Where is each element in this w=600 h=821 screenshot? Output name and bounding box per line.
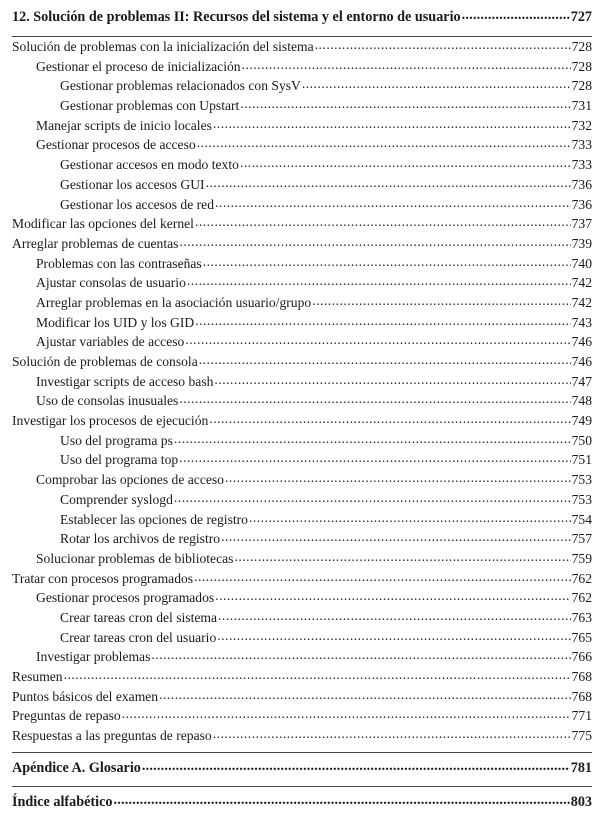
dot-leader	[249, 508, 571, 528]
toc-entry-title: Gestionar el proceso de inicialización	[36, 58, 241, 74]
dot-leader	[217, 626, 570, 646]
chapter-title: 12. Solución de problemas II: Recursos del sistema y el entorno de usuario	[12, 9, 461, 25]
index-divider	[12, 786, 592, 787]
dot-leader	[122, 704, 571, 724]
dot-leader	[195, 212, 571, 232]
toc-entry-page: 749	[571, 413, 592, 429]
toc-entry-title: Gestionar los accesos de red	[60, 196, 215, 212]
dot-leader	[179, 389, 570, 409]
top-divider	[12, 36, 592, 37]
index-title: Índice alfabético	[12, 794, 113, 810]
toc-entry-page: 736	[571, 196, 592, 212]
appendix-title: Apéndice A. Glosario	[12, 760, 141, 776]
dot-leader	[206, 173, 571, 193]
dot-leader	[214, 370, 570, 390]
toc-entry-page: 739	[571, 235, 592, 251]
toc-entry-title: Modificar los UID y los GID	[36, 314, 195, 330]
toc-entry-title: Rotar los archivos de registro	[60, 531, 221, 547]
dot-leader	[187, 271, 571, 291]
toc-entry-title: Investigar los procesos de ejecución	[12, 413, 209, 429]
toc-entry-page: 740	[571, 255, 592, 271]
toc-entry-title: Solución de problemas con la inicialización del sistema	[12, 39, 314, 54]
dot-leader	[113, 791, 569, 811]
toc-entry-title: Ajustar variables de acceso	[36, 334, 185, 350]
toc-entry-page: 748	[571, 393, 592, 409]
dot-leader	[302, 74, 571, 94]
toc-entry-title: Modificar las opciones del kernel	[12, 216, 194, 232]
toc-entry-title: Respuestas a las preguntas de repaso	[12, 728, 212, 744]
dot-leader	[209, 409, 570, 429]
toc-entry-title: Solución de problemas de consola	[12, 354, 198, 369]
toc-entry-page: 762	[571, 590, 592, 606]
dot-leader	[185, 330, 570, 350]
toc-entry-page: 742	[571, 275, 592, 291]
toc-entry-page: 736	[571, 176, 592, 192]
toc-entry-title: Crear tareas cron del sistema	[60, 609, 218, 625]
toc-entry-page: 753	[571, 491, 592, 507]
toc-entry-page: 763	[571, 609, 592, 625]
dot-leader	[234, 547, 570, 567]
toc-entry-page: 750	[571, 432, 592, 448]
toc-entry-title: Uso del programa top	[60, 452, 179, 468]
toc-entry-page: 728	[571, 39, 592, 54]
toc-entry-title: Manejar scripts de inicio locales	[36, 117, 212, 133]
toc-entry-title: Gestionar problemas relacionados con SysV	[60, 78, 301, 94]
toc-entry-title: Establecer las opciones de registro	[60, 511, 248, 527]
dot-leader	[225, 468, 571, 488]
dot-leader	[142, 757, 570, 777]
dot-leader	[151, 645, 570, 665]
entries-list	[12, 37, 592, 746]
toc-entry-title: Tratar con procesos programados	[12, 570, 194, 586]
toc-entry-page: 747	[571, 373, 592, 389]
toc-entry-page: 765	[571, 629, 592, 645]
toc-entry-title: Solucionar problemas de bibliotecas	[36, 550, 234, 566]
toc-entry-title: Uso del programa ps	[60, 432, 173, 448]
toc-entry-title: Gestionar los accesos GUI	[60, 176, 205, 192]
dot-leader	[174, 429, 571, 449]
dot-leader	[174, 488, 571, 508]
toc-entry-page: 731	[571, 98, 592, 114]
toc-entry-page: 728	[571, 78, 592, 94]
toc-entry-title: Gestionar problemas con Upstart	[60, 98, 240, 114]
dot-leader	[194, 567, 571, 587]
toc-entry-page: 743	[571, 314, 592, 330]
dot-leader	[64, 665, 571, 685]
toc-entry-title: Ajustar consolas de usuario	[36, 275, 186, 291]
index-page: 803	[570, 794, 592, 810]
dot-leader	[179, 232, 570, 252]
chapter-heading[interactable]	[12, 8, 592, 28]
dot-leader	[215, 586, 570, 606]
toc-entry-page: 753	[571, 472, 592, 488]
toc-entry-title: Comprobar las opciones de acceso	[36, 472, 224, 488]
toc-entry-title: Problemas con las contraseñas	[36, 255, 202, 271]
toc-entry-page: 751	[571, 452, 592, 468]
dot-leader	[462, 6, 570, 26]
toc-entry-page: 742	[571, 294, 592, 310]
dot-leader	[240, 153, 571, 173]
index-heading[interactable]	[12, 793, 592, 813]
toc-entry-page: 733	[571, 137, 592, 153]
appendix-heading[interactable]	[12, 759, 592, 779]
dot-leader	[312, 291, 570, 311]
dot-leader	[218, 606, 571, 626]
toc-entry-title: Crear tareas cron del usuario	[60, 629, 217, 645]
toc-entry-page: 733	[571, 157, 592, 173]
toc-entry-page: 775	[571, 728, 592, 744]
dot-leader	[203, 252, 571, 272]
toc-entry-title: Gestionar accesos en modo texto	[60, 157, 239, 173]
dot-leader	[199, 350, 571, 370]
toc-entry-title: Preguntas de repaso	[12, 708, 121, 724]
toc-entry-page: 754	[571, 511, 592, 527]
toc-entry-page: 746	[571, 334, 592, 350]
toc-entry-page: 759	[571, 550, 592, 566]
toc-entry-title: Comprender syslogd	[60, 491, 173, 507]
dot-leader	[213, 114, 571, 134]
dot-leader	[195, 311, 570, 331]
toc-entry-page: 771	[571, 708, 592, 724]
dot-leader	[215, 193, 571, 213]
toc-entry-page: 732	[571, 117, 592, 133]
toc-entry-page: 737	[571, 216, 592, 232]
dot-leader	[315, 35, 571, 55]
dot-leader	[179, 448, 570, 468]
toc-entry-title: Gestionar procesos de acceso	[36, 137, 196, 153]
dot-leader	[242, 55, 571, 75]
dot-leader	[159, 685, 571, 705]
toc-entry-title: Gestionar procesos programados	[36, 590, 215, 606]
dot-leader	[197, 133, 571, 153]
toc-entry-page: 768	[571, 688, 592, 704]
toc-entry-page: 746	[571, 354, 592, 369]
toc-entry-page: 757	[571, 531, 592, 547]
toc-entry-title: Arreglar problemas de cuentas	[12, 235, 179, 251]
toc-entry-title: Puntos básicos del examen	[12, 688, 159, 704]
toc-entry-title: Investigar scripts de acceso bash	[36, 373, 214, 389]
dot-leader	[240, 94, 570, 114]
chapter-page: 727	[570, 9, 592, 25]
toc-entry-title: Uso de consolas inusuales	[36, 393, 179, 409]
toc-entry-title: Arreglar problemas en la asociación usuario/grupo	[36, 294, 312, 310]
dot-leader	[221, 527, 571, 547]
toc-entry-page: 766	[571, 649, 592, 665]
toc-entry-page: 728	[571, 58, 592, 74]
toc-entry-title: Investigar problemas	[36, 649, 151, 665]
appendix-page: 781	[570, 760, 592, 776]
toc-entry-page: 768	[571, 669, 592, 684]
toc-entry-page: 762	[571, 570, 592, 586]
toc-entry[interactable]	[12, 726, 592, 746]
dot-leader	[213, 724, 571, 744]
toc-entry-title: Resumen	[12, 669, 63, 684]
appendix-divider	[12, 752, 592, 753]
